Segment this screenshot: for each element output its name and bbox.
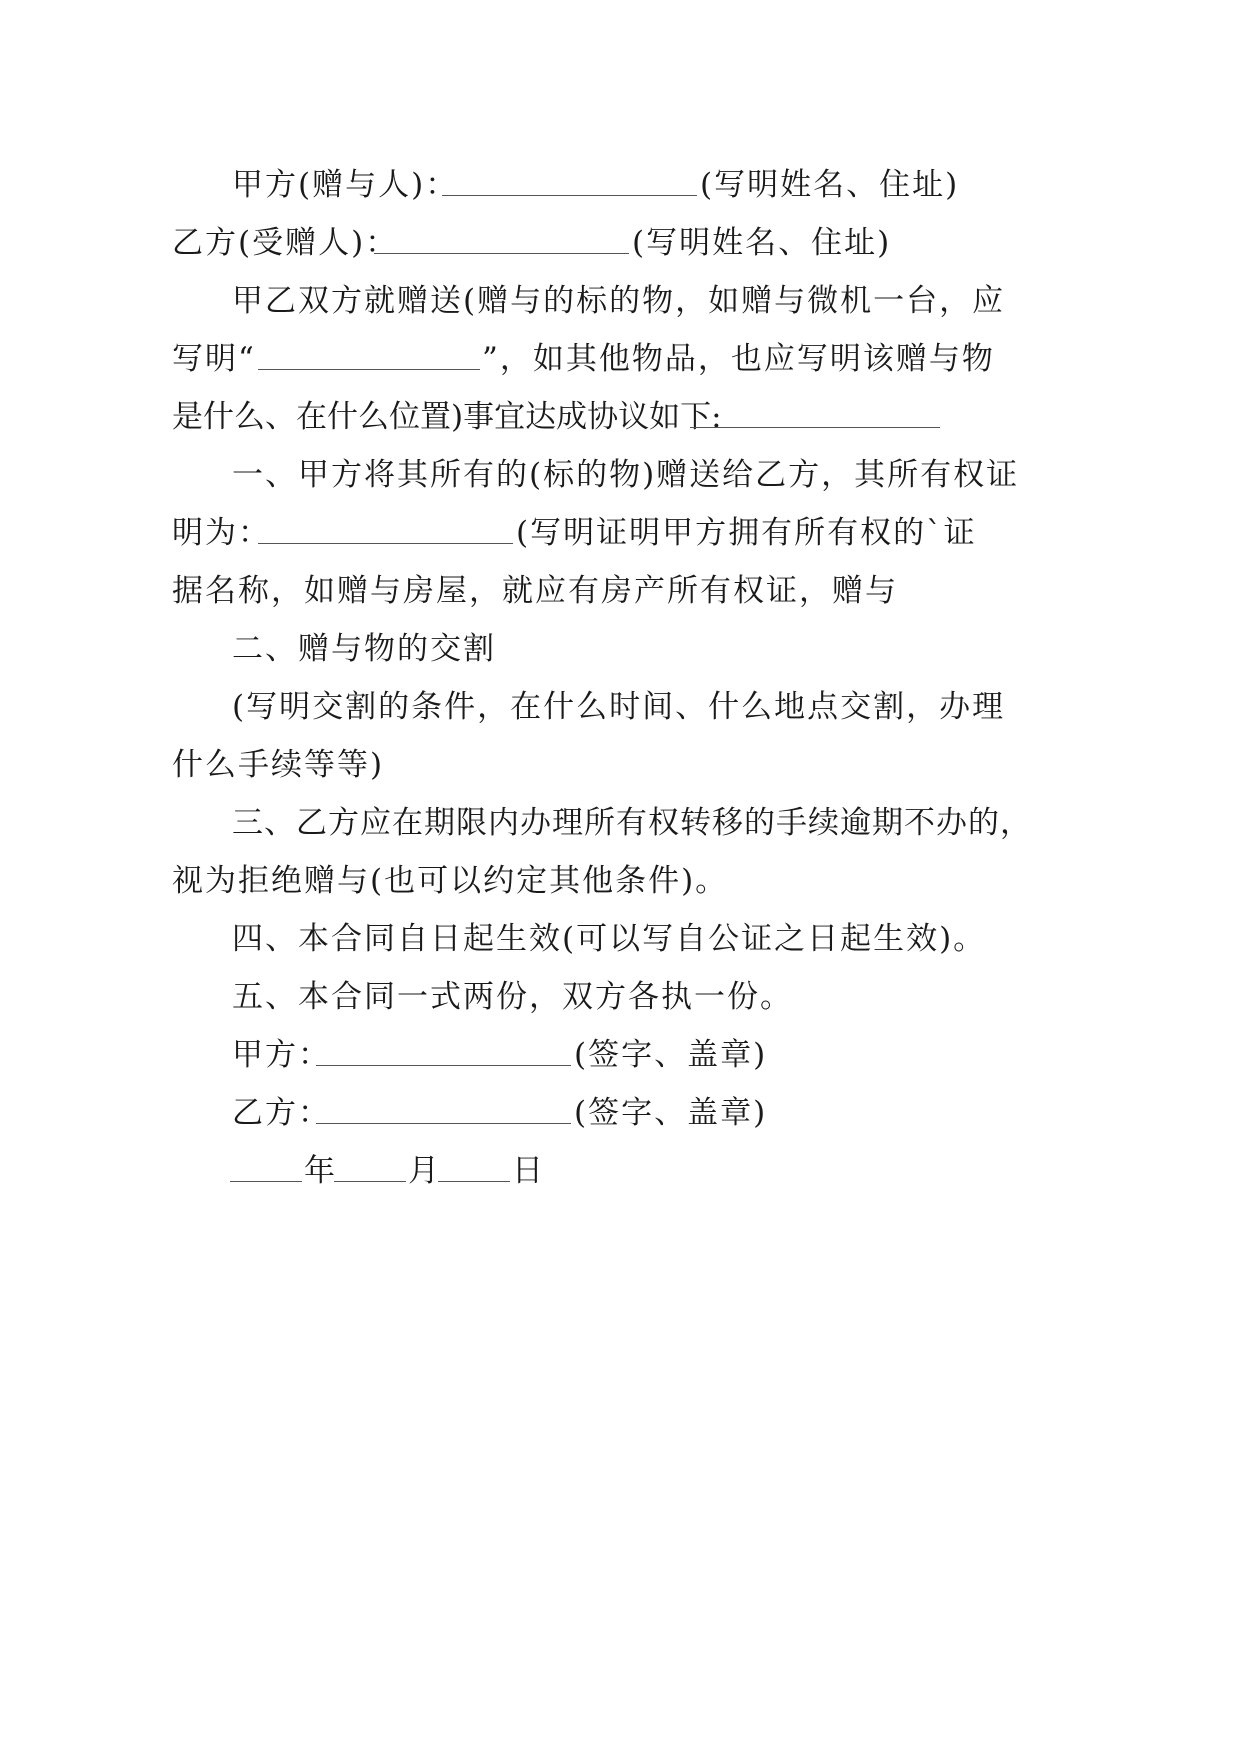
- clause-4-text: 四、本合同自日起生效(可以写自公证之日起生效)。: [232, 921, 987, 957]
- gift-item-blank: [258, 369, 480, 370]
- clause-2-heading-line: [0, 629, 1241, 669]
- clause-4-line: [0, 919, 1241, 959]
- clause-3-text-2: 视为拒绝赠与(也可以约定其他条件)。: [172, 863, 729, 899]
- clause-2-heading: 二、赠与物的交割: [232, 631, 496, 667]
- agreement-text-1: 甲乙双方就赠送(赠与的标的物，如赠与微机一台，应: [232, 283, 1006, 319]
- recipient-line: [0, 223, 1241, 263]
- party-a-signature-line: [0, 1035, 1241, 1075]
- clause-2-line-2: [0, 745, 1241, 785]
- recipient-label: 乙方(受赠人)：: [172, 225, 399, 261]
- clause-2-line-1: [0, 687, 1241, 727]
- month-label: 月: [408, 1153, 441, 1189]
- donor-note: (写明姓名、住址): [700, 167, 960, 203]
- clause-1-line-2: [0, 513, 1241, 553]
- party-a-signature-blank: [316, 1065, 571, 1066]
- recipient-blank: [374, 253, 629, 254]
- donor-label: 甲方(赠与人)：: [232, 167, 459, 203]
- donor-blank: [442, 195, 697, 196]
- party-b-note: (签字、盖章): [574, 1095, 768, 1131]
- clause-3-line-2: [0, 861, 1241, 901]
- clause-1-text-1: 一、甲方将其所有的(标的物)赠送给乙方，其所有权证: [232, 457, 1020, 493]
- clause-1-text-2a: 明为：: [172, 515, 271, 551]
- agreement-text-3: 是什么、在什么位置)事宜达成协议如下:: [172, 399, 722, 435]
- clause-1-text-3: 据名称，如赠与房屋，就应有房产所有权证，赠与: [172, 573, 898, 609]
- agreement-text-2a: 写明“: [172, 341, 256, 377]
- clause-3-text-1: 三、乙方应在期限内办理所有权转移的手续逾期不办的，: [232, 805, 1032, 841]
- party-a-note: (签字、盖章): [574, 1037, 768, 1073]
- agreement-text-2b: ”，如其他物品，也应写明该赠与物: [482, 341, 995, 377]
- day-label: 日: [512, 1153, 545, 1189]
- clause-5-line: [0, 977, 1241, 1017]
- year-blank: [230, 1181, 302, 1182]
- ownership-proof-blank: [258, 543, 513, 544]
- clause-5-text: 五、本合同一式两份，双方各执一份。: [232, 979, 793, 1015]
- party-a-label: 甲方：: [232, 1037, 331, 1073]
- clause-2-text-2: 什么手续等等): [172, 747, 385, 783]
- clause-1-line-1: [0, 455, 1241, 495]
- clause-3-line-1: [0, 803, 1241, 843]
- agreement-line-1: [0, 281, 1241, 321]
- month-blank: [334, 1181, 406, 1182]
- date-line: [0, 1151, 1241, 1191]
- party-b-label: 乙方：: [232, 1095, 331, 1131]
- year-label: 年: [304, 1153, 337, 1189]
- recipient-note: (写明姓名、住址): [632, 225, 892, 261]
- clause-2-text-1: (写明交割的条件，在什么时间、什么地点交割，办理: [232, 689, 1006, 725]
- day-blank: [438, 1181, 510, 1182]
- agreement-line-3: [0, 397, 1241, 437]
- agreement-line-2: [0, 339, 1241, 379]
- agreement-blank: [690, 427, 940, 428]
- clause-1-line-3: [0, 571, 1241, 611]
- party-b-signature-line: [0, 1093, 1241, 1133]
- clause-1-text-2b: (写明证明甲方拥有所有权的`证: [516, 515, 977, 551]
- party-b-signature-blank: [316, 1123, 571, 1124]
- donor-line: [0, 165, 1241, 205]
